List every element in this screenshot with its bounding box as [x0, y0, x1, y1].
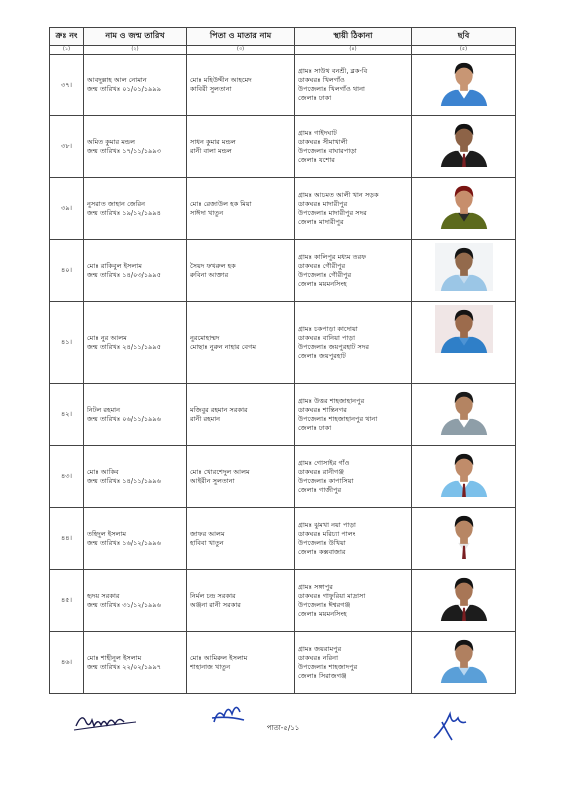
- address-post-office: ডাকঘরঃ রানীগঞ্জ: [298, 467, 345, 476]
- name-cell: [84, 384, 187, 446]
- address-district: জেলাঃ ঢাকা: [298, 94, 332, 102]
- name-cell: [84, 632, 187, 694]
- father-name: জাফর আলম: [190, 529, 225, 538]
- address-cell: [295, 508, 412, 570]
- address-upazila: উপজেলাঃ ঈশ্বরগঞ্জ: [298, 600, 351, 609]
- parents-cell: [187, 384, 295, 446]
- address-village: গ্রামঃ গাইদঘাট: [298, 128, 337, 137]
- table-row: [50, 508, 516, 570]
- candidate-photo: [435, 387, 493, 435]
- serial-number: ৪৬।: [50, 632, 84, 694]
- mother-name: শাহানাজ খাতুন: [190, 662, 231, 671]
- mother-name: রানী রহমান: [190, 414, 221, 423]
- photo-cell: [412, 384, 516, 446]
- address-post-office: ডাকঘরঃ খিলগাঁও: [298, 76, 345, 84]
- parents-cell: [187, 116, 295, 178]
- column-number: (২): [84, 46, 187, 55]
- address-upazila: উপজেলাঃ গৌরীপুর: [298, 270, 352, 279]
- name-cell: [84, 178, 187, 240]
- date-of-birth: জন্ম তারিখঃ ১৪/১১/১৯৯৬: [87, 476, 161, 485]
- address-upazila: উপজেলাঃ শাহজাদপুর: [298, 662, 358, 671]
- candidate-name: হৃদয় সরকার: [87, 591, 120, 600]
- serial-number: ৪৩।: [50, 446, 84, 508]
- serial-number: ৪২।: [50, 384, 84, 446]
- address-cell: [295, 178, 412, 240]
- candidate-name: নিটল রহমান: [87, 405, 121, 414]
- serial-number: ৩৮।: [50, 116, 84, 178]
- table-row: [50, 446, 516, 508]
- address-village: গ্রামঃ সাউথ বনশ্রী, ব্লক-বি: [298, 67, 368, 75]
- address-cell: [295, 632, 412, 694]
- table-row: [50, 55, 516, 116]
- table-row: [50, 570, 516, 632]
- father-name: মজিবুর রহমান সরকার: [190, 405, 248, 414]
- address-district: জেলাঃ ঢাকা: [298, 423, 332, 432]
- address-district: জেলাঃ সিরাজগঞ্জ: [298, 671, 347, 680]
- serial-number: ৩৯।: [50, 178, 84, 240]
- address-upazila: উপজেলাঃ উখিয়া: [298, 538, 346, 547]
- parents-cell: [187, 302, 295, 384]
- header-parents: পিতা ও মাতার নাম: [187, 28, 295, 46]
- address-district: জেলাঃ গাজীপুর: [298, 485, 342, 494]
- photo-cell: [412, 508, 516, 570]
- father-name: মোঃ আমিরুল ইসলাম: [190, 653, 248, 662]
- address-cell: [295, 240, 412, 302]
- father-name: নুরমোহাম্মদ: [190, 333, 220, 342]
- address-village: গ্রামঃ আচমত আলী খান সড়ক: [298, 190, 379, 199]
- candidate-name: অমিত কুমার মন্ডল: [87, 137, 136, 146]
- photo-cell: [412, 116, 516, 178]
- serial-number: ৪০।: [50, 240, 84, 302]
- father-name: সৈয়দ ফখরুল হক: [190, 261, 236, 270]
- parents-cell: [187, 446, 295, 508]
- address-village: গ্রামঃ উত্তর শাহজাহানপুর: [298, 396, 365, 405]
- address-cell: [295, 302, 412, 384]
- header-photo: ছবি: [412, 28, 516, 46]
- address-district: জেলাঃ জয়পুরহাট: [298, 351, 346, 360]
- date-of-birth: জন্ম তারিখঃ ০৬/১১/১৯৯৬: [87, 414, 161, 423]
- candidate-photo: [435, 181, 493, 229]
- candidate-table: [49, 27, 516, 694]
- address-post-office: ডাকঘরঃ বানিয়া পাড়া: [298, 333, 355, 342]
- address-post-office: ডাকঘরঃ শান্তিনগর: [298, 405, 347, 414]
- photo-cell: [412, 178, 516, 240]
- candidate-photo: [435, 305, 493, 353]
- mother-name: সাঈদা খাতুন: [190, 208, 224, 217]
- name-cell: [84, 302, 187, 384]
- photo-cell: [412, 240, 516, 302]
- address-district: জেলাঃ ময়মনসিংহ: [298, 279, 347, 288]
- address-village: গ্রামঃ গোসাইর গাঁও: [298, 458, 350, 467]
- candidate-photo: [435, 119, 493, 167]
- photo-cell: [412, 632, 516, 694]
- address-upazila: উপজেলাঃ বাঘারপাড়া: [298, 146, 357, 155]
- mother-name: অঞ্জনা রানী সরকার: [190, 600, 241, 609]
- candidate-name: মোঃ রাকিবুল ইসলাম: [87, 261, 142, 270]
- page-number: পাতা-৫/১১: [266, 724, 300, 732]
- parents-cell: [187, 178, 295, 240]
- header-row: [50, 28, 516, 46]
- parents-cell: [187, 240, 295, 302]
- address-district: জেলাঃ যশোর: [298, 155, 335, 164]
- date-of-birth: জন্ম তারিখঃ ১৯/১২/১৯৯৪: [87, 208, 161, 217]
- parents-cell: [187, 508, 295, 570]
- mother-name: মোছাঃ নুরুন নাহার বেগম: [190, 342, 257, 351]
- header-address: স্থায়ী ঠিকানা: [295, 28, 412, 46]
- date-of-birth: জন্ম তারিখঃ ৩১/১২/১৯৯৬: [87, 600, 161, 609]
- header-serial: ক্রঃ নং: [50, 28, 84, 46]
- date-of-birth: জন্ম তারিখঃ ১৬/১২/১৯৯৬: [87, 538, 161, 547]
- table-row: [50, 178, 516, 240]
- father-name: মোঃ মহিউদ্দীন আহমেদ: [190, 76, 252, 84]
- mother-name: হাবিবা খাতুন: [190, 538, 224, 547]
- address-cell: [295, 384, 412, 446]
- candidate-name: তহিদুল ইসলাম: [87, 529, 127, 538]
- photo-cell: [412, 446, 516, 508]
- date-of-birth: জন্ম তারিখঃ ১৭/১১/১৯৯৩: [87, 146, 161, 155]
- father-name: নির্মল চন্দ্র সরকার: [190, 591, 236, 600]
- table-row: [50, 240, 516, 302]
- address-cell: [295, 116, 412, 178]
- parents-cell: [187, 632, 295, 694]
- candidate-name: মোঃ নুর আলম: [87, 333, 127, 342]
- column-number: (৪): [295, 46, 412, 55]
- serial-number: ৪৪।: [50, 508, 84, 570]
- table-row: [50, 384, 516, 446]
- father-name: মোঃ রেজাউল হক মিয়া: [190, 199, 252, 208]
- address-district: জেলাঃ কক্সবাজার: [298, 547, 346, 556]
- name-cell: [84, 116, 187, 178]
- address-cell: [295, 446, 412, 508]
- address-upazila: উপজেলাঃ খিলগাঁও থানা: [298, 85, 365, 93]
- mother-name: কাবিরী সুলতানা: [190, 85, 232, 93]
- parents-cell: [187, 55, 295, 116]
- candidate-photo: [435, 58, 493, 106]
- table-body: [50, 55, 516, 694]
- column-number-row: [50, 46, 516, 55]
- table-row: [50, 302, 516, 384]
- column-number: (৩): [187, 46, 295, 55]
- address-upazila: উপজেলাঃ শাহজাহানপুর থানা: [298, 414, 378, 423]
- header-name-dob: নাম ও জন্ম তারিখ: [84, 28, 187, 46]
- date-of-birth: জন্ম তারিখঃ ০১/০১/১৯৯৯: [87, 85, 161, 93]
- address-post-office: ডাকঘরঃ সীমাখালী: [298, 137, 348, 146]
- address-post-office: ডাকঘরঃ নরিনা: [298, 653, 338, 662]
- address-village: গ্রামঃ জয়রামপুর: [298, 644, 342, 653]
- father-name: মোঃ খোরশেদুল আলম: [190, 467, 250, 476]
- column-number: (৫): [412, 46, 516, 55]
- address-post-office: ডাকঘরঃ গাফুরিয়া মাদ্রাসা: [298, 591, 366, 600]
- mother-name: রুবিনা আক্তার: [190, 270, 229, 279]
- serial-number: ৪৫।: [50, 570, 84, 632]
- address-district: জেলাঃ ময়মনসিংহ: [298, 609, 347, 618]
- address-village: গ্রামঃ ঝুমখা নয়া পাড়া: [298, 520, 356, 529]
- table-row: [50, 632, 516, 694]
- mother-name: আইরীন সুলতানা: [190, 476, 235, 485]
- photo-cell: [412, 55, 516, 116]
- address-post-office: ডাকঘরঃ মরিচ্যা পালং: [298, 529, 356, 538]
- table-row: [50, 116, 516, 178]
- address-village: গ্রামঃ কালিপুর মধ্যম তরফ: [298, 252, 367, 261]
- address-village: গ্রামঃ সঙ্গাপুর: [298, 582, 333, 591]
- name-cell: [84, 446, 187, 508]
- serial-number: ৪১।: [50, 302, 84, 384]
- address-upazila: উপজেলাঃ মাদারীপুর সদর: [298, 208, 367, 217]
- address-post-office: ডাকঘরঃ মাদারীপুর: [298, 199, 348, 208]
- candidate-photo: [435, 243, 493, 291]
- address-district: জেলাঃ মাদারীপুর: [298, 217, 344, 226]
- address-village: গ্রামঃ চকপাড়া কাদোয়া: [298, 324, 358, 333]
- candidate-photo: [435, 635, 493, 683]
- column-number: (১): [50, 46, 84, 55]
- name-cell: [84, 240, 187, 302]
- candidate-name: মোঃ আকিব: [87, 467, 119, 476]
- address-post-office: ডাকঘরঃ গৌরীপুর: [298, 261, 346, 270]
- mother-name: রানী বালা মন্ডল: [190, 146, 232, 155]
- address-upazila: উপজেলাঃ কাপাসিয়া: [298, 476, 354, 485]
- photo-cell: [412, 570, 516, 632]
- address-upazila: উপজেলাঃ জয়পুরহাট সদর: [298, 342, 369, 351]
- address-cell: [295, 55, 412, 116]
- parents-cell: [187, 570, 295, 632]
- candidate-name: আবদুল্লাহ আল নোমান: [87, 76, 147, 84]
- name-cell: [84, 508, 187, 570]
- candidate-photo: [435, 573, 493, 621]
- name-cell: [84, 570, 187, 632]
- date-of-birth: জন্ম তারিখঃ ২২/০২/১৯৯৭: [87, 662, 162, 671]
- candidate-name: নুসরাত জাহান জেরিন: [87, 199, 146, 208]
- serial-number: ৩৭।: [50, 55, 84, 116]
- father-name: সাধন কুমার মন্ডল: [190, 137, 236, 146]
- name-cell: [84, 55, 187, 116]
- candidate-photo: [435, 449, 493, 497]
- date-of-birth: জন্ম তারিখঃ ১৪/০৩/১৯৯৫: [87, 270, 161, 279]
- candidate-name: মোঃ শাহীনুল ইসলাম: [87, 653, 142, 662]
- address-cell: [295, 570, 412, 632]
- date-of-birth: জন্ম তারিখঃ ২৪/১১/১৯৯৫: [87, 342, 161, 351]
- photo-cell: [412, 302, 516, 384]
- candidate-photo: [435, 511, 493, 559]
